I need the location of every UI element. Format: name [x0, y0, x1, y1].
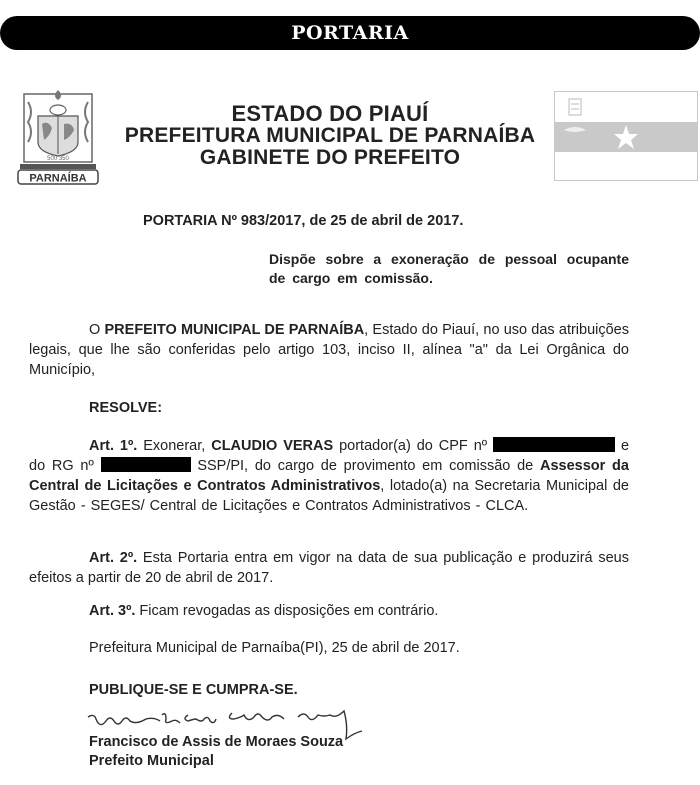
- preamble-authority: PREFEITO MUNICIPAL DE PARNAÍBA: [104, 322, 365, 338]
- preamble: O PREFEITO MUNICIPAL DE PARNAÍBA, Estado do Piauí, no uso das atribuições legais, que lhe são conferidas pelo artigo 103, inciso II, alínea "a" da Lei Orgânica do Município,: [29, 322, 629, 378]
- letterhead: [100, 103, 560, 169]
- parnaiba-flag-icon: [554, 91, 698, 181]
- publique-se: PUBLIQUE-SE E CUMPRA-SE.: [89, 682, 298, 698]
- banner-title: PORTARIA: [291, 22, 409, 44]
- redacted-cpf: [493, 437, 615, 452]
- portaria-number: PORTARIA Nº 983/2017, de 25 de abril de 2017.: [143, 213, 464, 229]
- art2-label: Art. 2º.: [89, 550, 138, 566]
- article-3: Art. 3º. Ficam revogadas as disposições em contrário.: [89, 603, 439, 619]
- header-state: ESTADO DO PIAUÍ: [231, 101, 429, 126]
- signer-name: Francisco de Assis de Moraes Souza: [89, 734, 344, 750]
- portaria-banner: [0, 16, 700, 50]
- employee-name: CLAUDIO VERAS: [211, 438, 334, 454]
- resolve-heading: RESOLVE:: [89, 400, 163, 416]
- redacted-rg: [101, 457, 191, 472]
- art1-label: Art. 1º.: [89, 438, 138, 454]
- position-title: Assessor da Central de Licitações e Contratos Administrativos: [29, 458, 629, 494]
- signer-role: Prefeito Municipal: [89, 753, 214, 769]
- place-date: Prefeitura Municipal de Parnaíba(PI), 25 de abril de 2017.: [89, 640, 460, 656]
- svg-text:PARNAÍBA: PARNAÍBA: [29, 172, 87, 185]
- municipal-coat-of-arms-icon: [16, 88, 100, 186]
- art3-label: Art. 3º.: [89, 603, 136, 619]
- svg-text:500 350: 500 350: [47, 156, 69, 162]
- ementa: Dispõe sobre a exoneração de pessoal ocupante de cargo em comissão.: [269, 251, 629, 286]
- flag-ribbon-icon: [563, 126, 587, 134]
- star-icon: [613, 124, 639, 150]
- header-gabinete: GABINETE DO PREFEITO: [199, 146, 461, 169]
- article-2: Art. 2º. Esta Portaria entra em vigor na data de sua publicação e produzirá seus efeitos a partir de 20 de abril de 2017.: [29, 550, 629, 586]
- flag-emblem-icon: [567, 97, 583, 117]
- article-1: Art. 1º. Exonerar, CLAUDIO VERAS portador(a) do CPF nº e do RG nº SSP/PI, do cargo de provimento em comissão de Assessor da Central de Licitações e Contratos Administrativos, lotado(a) na Secretaria Municipal de Gestão - SEGES/ Central de Licitações e Contratos Administrativos - CLCA.: [29, 438, 630, 514]
- header-prefeitura: PREFEITURA MUNICIPAL DE PARNAÍBA: [124, 124, 536, 147]
